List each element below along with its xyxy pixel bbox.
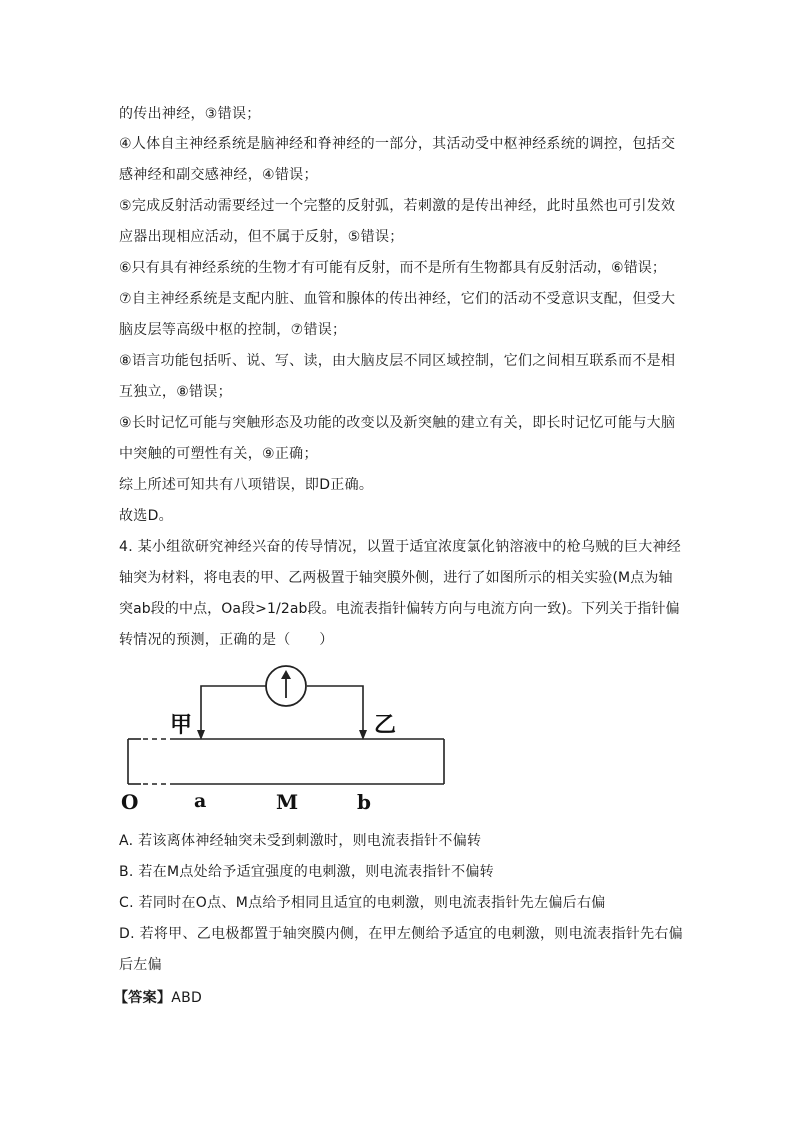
wire-right: [307, 686, 363, 734]
solution-line: 脑皮层等高级中枢的控制，⑦错误；: [119, 322, 347, 338]
answer-value: ABD: [171, 990, 203, 1006]
solution-line: ⑥只有具有神经系统的生物才有可能有反射，而不是所有生物都具有反射活动，⑥错误；: [119, 260, 666, 276]
solution-line: ⑤完成反射活动需要经过一个完整的反射弧，若刺激的是传出神经，此时虽然也可引发效: [119, 198, 676, 214]
axon: [128, 739, 444, 784]
answer-line: [114, 988, 202, 1008]
solution-line: 中突触的可塑性有关，⑨正确；: [119, 446, 318, 462]
label-jia: 甲: [170, 712, 193, 738]
galvanometer-icon: [266, 666, 306, 706]
solution-line: 感神经和副交感神经，④错误；: [119, 167, 318, 183]
question-line: 4. 某小组欲研究神经兴奋的传导情况，以置于适宜浓度氯化钠溶液中的枪乌贼的巨大神经: [119, 539, 682, 555]
question-line: 转情况的预测，正确的是（ ）: [119, 632, 334, 648]
question-line: 突ab段的中点，Oa段>1/2ab段。电流表指针偏转方向与电流方向一致)。下列关于指针偏: [119, 601, 680, 617]
option-b: B. 若在M点处给予适宜强度的电刺激，则电流表指针不偏转: [119, 864, 494, 880]
answer-label: 【答案】: [114, 990, 172, 1006]
option-c: C. 若同时在O点、M点给予相同且适宜的电刺激，则电流表指针先左偏后右偏: [119, 895, 606, 911]
solution-line: ⑦自主神经系统是支配内脏、血管和腺体的传出神经，它们的活动不受意识支配，但受大: [119, 291, 676, 307]
label-M: M: [276, 790, 299, 814]
nerve-axon-figure: [110, 660, 460, 820]
wire-left: [201, 686, 266, 734]
label-yi: 乙: [374, 712, 397, 738]
solution-line: 的传出神经，③错误；: [119, 106, 261, 122]
solution-line: ⑨长时记忆可能与突触形态及功能的改变以及新突触的建立有关，即长时记忆可能与大脑: [119, 415, 676, 431]
question-line: 轴突为材料，将电表的甲、乙两极置于轴突膜外侧，进行了如图所示的相关实验(M点为轴: [119, 570, 673, 586]
solution-line: 应器出现相应活动，但不属于反射，⑤错误；: [119, 229, 404, 245]
solution-line: ④人体自主神经系统是脑神经和脊神经的一部分，其活动受中枢神经系统的调控，包括交: [119, 136, 676, 152]
solution-line: 互独立，⑧错误；: [119, 384, 232, 400]
label-b: b: [357, 790, 371, 814]
option-a: A. 若该离体神经轴突未受到刺激时，则电流表指针不偏转: [119, 833, 482, 849]
solution-line: 综上所述可知共有八项错误，即D正确。: [119, 477, 374, 493]
solution-line: ⑧语言功能包括听、说、写、读，由大脑皮层不同区域控制，它们之间相互联系而不是相: [119, 353, 676, 369]
label-O: O: [121, 790, 139, 814]
option-d-cont: 后左偏: [119, 957, 162, 973]
solution-line: 故选D。: [119, 508, 173, 524]
option-d: D. 若将甲、乙电极都置于轴突膜内侧，在甲左侧给予适宜的电刺激，则电流表指针先右偏: [119, 926, 683, 942]
label-a: a: [194, 790, 207, 812]
